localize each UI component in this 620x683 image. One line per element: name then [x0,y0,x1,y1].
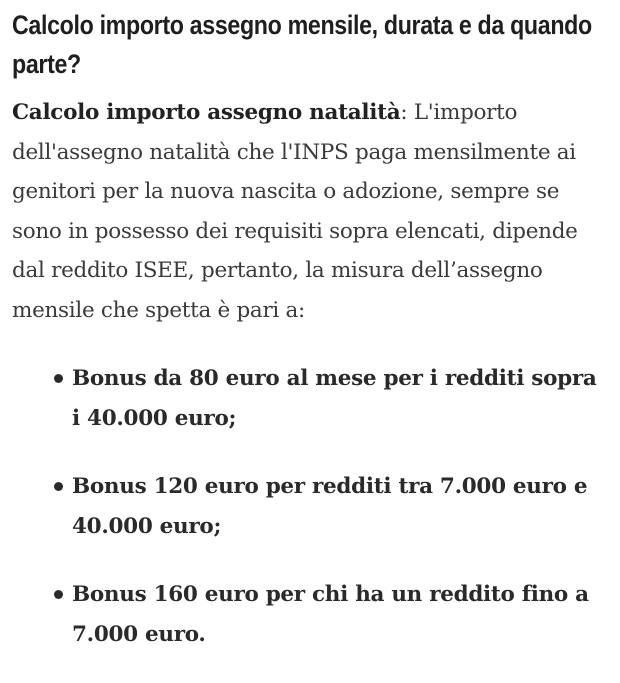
section-heading: Calcolo importo assegno mensile, durata e da quando parte? [12,10,592,79]
article-content [12,6,610,683]
bullet-icon [54,590,63,599]
list-item-text: Bonus da 80 euro al mese per i redditi sopra i 40.000 euro; [72,365,597,431]
intro-text: : L'importo dell'assegno natalità che l'INPS paga mensilmente ai genitori per la nuova nascita o adozione, sempre se sono in possesso dei requisiti sopra elencati, dipende dal reddito ISEE, pertanto, la misura dell’assegno mensile che spetta è pari a: [12,100,578,323]
list-item-text: Bonus 120 euro per redditi tra 7.000 euro e 40.000 euro; [72,473,588,539]
bullet-icon [54,374,63,383]
list-item-text: Bonus 160 euro per chi ha un reddito fino a 7.000 euro. [72,581,589,647]
list-item [12,575,610,655]
bonus-list [12,359,610,655]
intro-paragraph [12,93,610,331]
list-item [12,359,610,439]
list-item [12,467,610,547]
intro-bold-lead: Calcolo importo assegno natalità [12,100,401,125]
bullet-icon [54,482,63,491]
